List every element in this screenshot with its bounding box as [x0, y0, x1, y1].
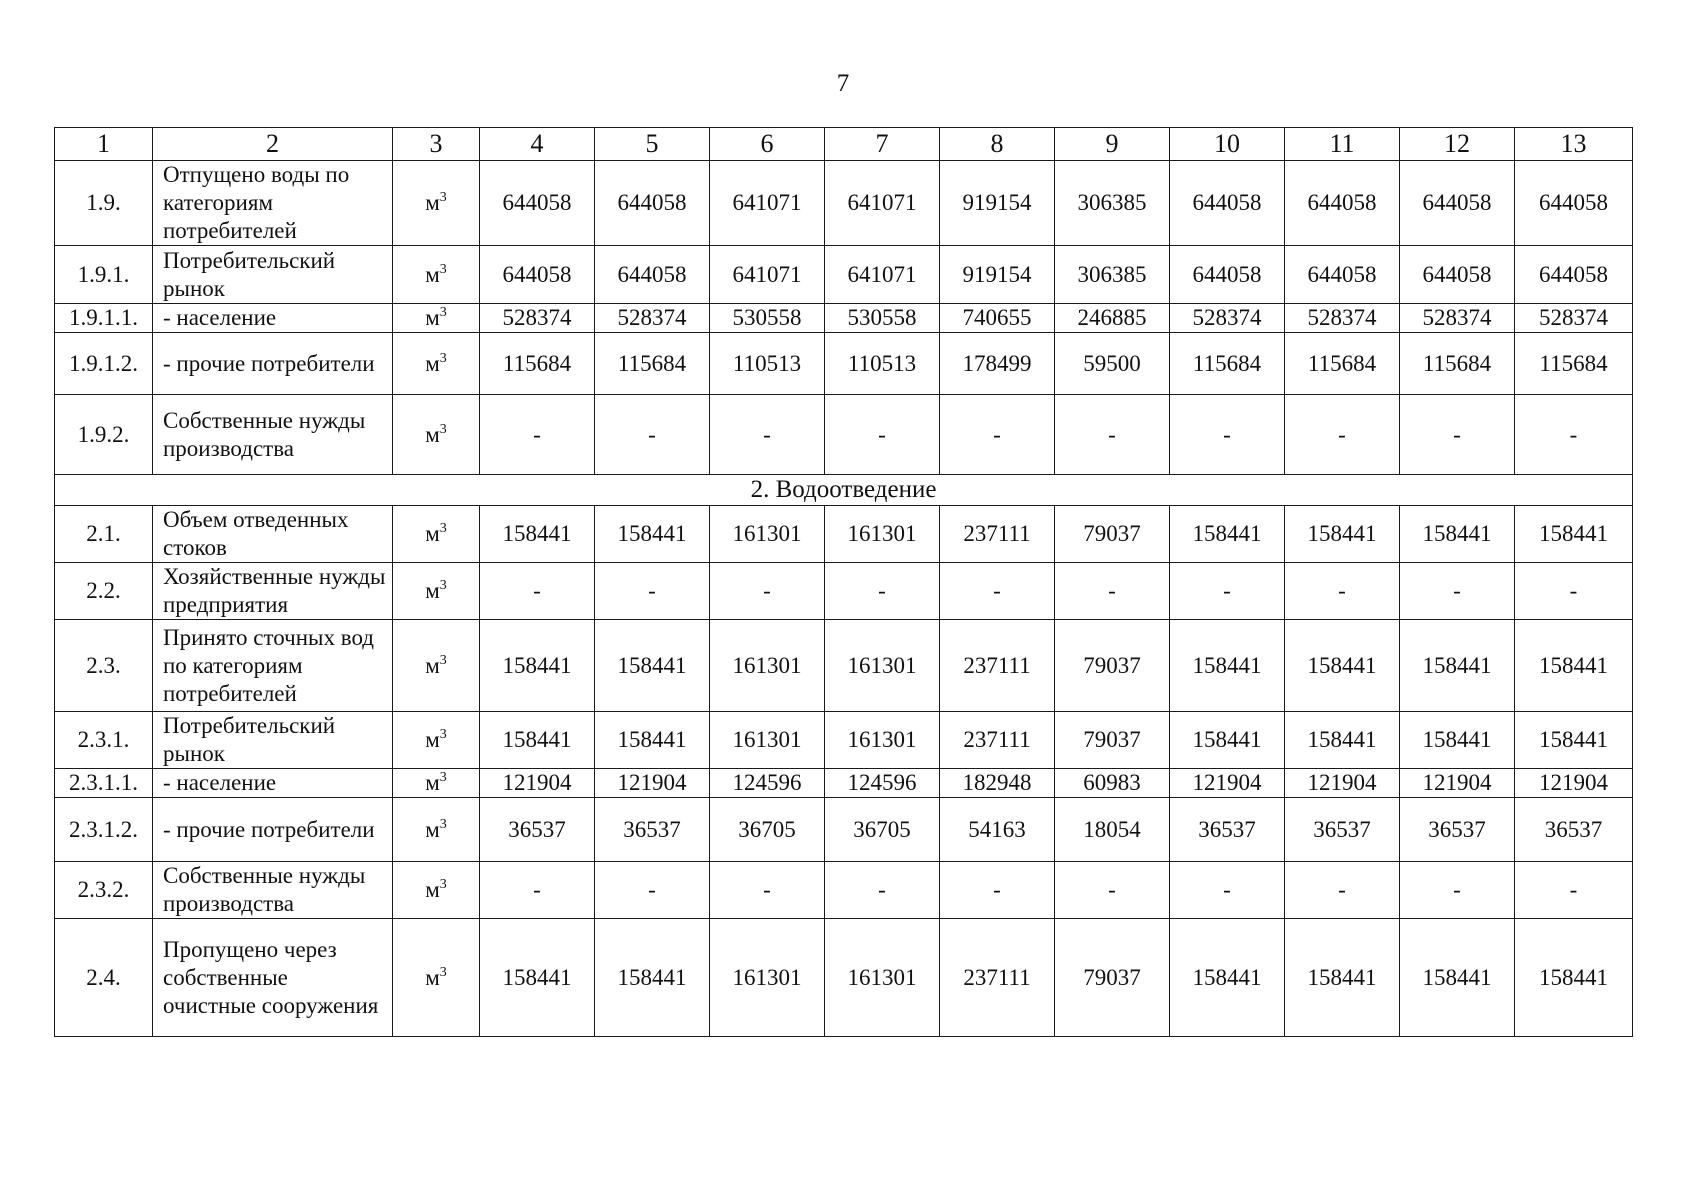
- value-cell: 36537: [1170, 798, 1285, 862]
- header-cell: 10: [1170, 128, 1285, 161]
- unit-cell: [393, 798, 480, 862]
- value-cell: 115684: [1400, 333, 1515, 395]
- row-name: Отпущено воды по категориям потребителей: [153, 161, 393, 246]
- value-cell: -: [1055, 862, 1170, 919]
- row-number: 2.2.: [55, 563, 153, 620]
- value-cell: 158441: [1285, 506, 1400, 563]
- value-cell: 528374: [480, 304, 595, 333]
- value-cell: 110513: [825, 333, 940, 395]
- header-cell: 9: [1055, 128, 1170, 161]
- unit-exponent: 3: [439, 727, 447, 742]
- row-number: 1.9.: [55, 161, 153, 246]
- value-cell: 60983: [1055, 769, 1170, 798]
- header-row: [55, 128, 1633, 161]
- value-cell: 161301: [825, 506, 940, 563]
- value-cell: 158441: [1170, 712, 1285, 769]
- value-cell: 158441: [595, 919, 710, 1037]
- value-cell: 740655: [940, 304, 1055, 333]
- value-cell: 530558: [710, 304, 825, 333]
- row-number: 2.3.1.: [55, 712, 153, 769]
- row-name: Принято сточных вод по категориям потребителей: [153, 620, 393, 712]
- row-name: - прочие потребители: [153, 333, 393, 395]
- value-cell: 158441: [1400, 919, 1515, 1037]
- value-cell: -: [940, 395, 1055, 475]
- value-cell: -: [710, 563, 825, 620]
- value-cell: 36537: [1400, 798, 1515, 862]
- value-cell: 36705: [710, 798, 825, 862]
- table-row: [55, 798, 1633, 862]
- unit-base: м: [425, 261, 440, 287]
- value-cell: -: [1285, 862, 1400, 919]
- value-cell: 36537: [1515, 798, 1633, 862]
- value-cell: 528374: [1170, 304, 1285, 333]
- value-cell: -: [595, 563, 710, 620]
- value-cell: 644058: [1170, 161, 1285, 246]
- value-cell: 121904: [1515, 769, 1633, 798]
- row-name: - население: [153, 769, 393, 798]
- value-cell: 158441: [1400, 506, 1515, 563]
- value-cell: 644058: [480, 161, 595, 246]
- table-row: [55, 395, 1633, 475]
- value-cell: 528374: [595, 304, 710, 333]
- value-cell: 115684: [1285, 333, 1400, 395]
- value-cell: 237111: [940, 919, 1055, 1037]
- header-cell: 13: [1515, 128, 1633, 161]
- value-cell: 158441: [480, 506, 595, 563]
- value-cell: 36537: [595, 798, 710, 862]
- value-cell: 306385: [1055, 246, 1170, 304]
- value-cell: 644058: [1170, 246, 1285, 304]
- value-cell: -: [595, 395, 710, 475]
- row-number: 1.9.2.: [55, 395, 153, 475]
- value-cell: 644058: [595, 161, 710, 246]
- value-cell: -: [1055, 395, 1170, 475]
- header-cell: 11: [1285, 128, 1400, 161]
- row-number: 2.3.1.1.: [55, 769, 153, 798]
- value-cell: 158441: [595, 712, 710, 769]
- value-cell: 161301: [710, 712, 825, 769]
- value-cell: 158441: [1515, 712, 1633, 769]
- value-cell: 161301: [825, 919, 940, 1037]
- value-cell: 644058: [595, 246, 710, 304]
- value-cell: -: [710, 862, 825, 919]
- unit-base: м: [425, 770, 440, 795]
- value-cell: 644058: [1515, 161, 1633, 246]
- value-cell: 178499: [940, 333, 1055, 395]
- value-cell: 182948: [940, 769, 1055, 798]
- value-cell: 644058: [1515, 246, 1633, 304]
- value-cell: 158441: [1400, 712, 1515, 769]
- value-cell: -: [1170, 395, 1285, 475]
- value-cell: 158441: [480, 712, 595, 769]
- value-cell: 158441: [1285, 620, 1400, 712]
- unit-exponent: 3: [439, 305, 447, 320]
- value-cell: 641071: [710, 246, 825, 304]
- value-cell: -: [710, 395, 825, 475]
- unit-cell: [393, 506, 480, 563]
- unit-cell: [393, 712, 480, 769]
- unit-base: м: [425, 816, 440, 842]
- unit-base: м: [425, 421, 440, 447]
- value-cell: 161301: [710, 506, 825, 563]
- value-cell: 161301: [825, 620, 940, 712]
- unit-cell: [393, 919, 480, 1037]
- table-row: [55, 333, 1633, 395]
- header-cell: 2: [153, 128, 393, 161]
- unit-base: м: [425, 727, 440, 752]
- value-cell: 115684: [480, 333, 595, 395]
- row-name: Потребительский рынок: [153, 712, 393, 769]
- value-cell: -: [1170, 563, 1285, 620]
- value-cell: -: [1400, 395, 1515, 475]
- value-cell: 124596: [710, 769, 825, 798]
- row-name: - прочие потребители: [153, 798, 393, 862]
- value-cell: 237111: [940, 620, 1055, 712]
- unit-cell: [393, 246, 480, 304]
- value-cell: 121904: [480, 769, 595, 798]
- value-cell: 246885: [1055, 304, 1170, 333]
- value-cell: -: [1515, 862, 1633, 919]
- unit-base: м: [425, 877, 440, 902]
- header-cell: 5: [595, 128, 710, 161]
- value-cell: -: [825, 395, 940, 475]
- value-cell: 79037: [1055, 506, 1170, 563]
- row-name: Потребительский рынок: [153, 246, 393, 304]
- value-cell: 237111: [940, 712, 1055, 769]
- value-cell: -: [480, 862, 595, 919]
- value-cell: 36537: [480, 798, 595, 862]
- header-cell: 4: [480, 128, 595, 161]
- value-cell: 158441: [595, 620, 710, 712]
- value-cell: -: [940, 563, 1055, 620]
- value-cell: 161301: [710, 919, 825, 1037]
- value-cell: 115684: [595, 333, 710, 395]
- value-cell: 115684: [1170, 333, 1285, 395]
- value-cell: 528374: [1400, 304, 1515, 333]
- unit-cell: [393, 620, 480, 712]
- row-name: Собственные нужды производства: [153, 862, 393, 919]
- table-row: [55, 246, 1633, 304]
- unit-exponent: 3: [439, 261, 447, 277]
- value-cell: -: [825, 563, 940, 620]
- table-row: [55, 506, 1633, 563]
- row-number: 2.3.: [55, 620, 153, 712]
- row-name: Объем отведенных стоков: [153, 506, 393, 563]
- value-cell: 641071: [825, 246, 940, 304]
- table-row: [55, 919, 1633, 1037]
- value-cell: -: [1285, 395, 1400, 475]
- value-cell: 158441: [1515, 506, 1633, 563]
- row-number: 2.4.: [55, 919, 153, 1037]
- value-cell: 161301: [825, 712, 940, 769]
- header-cell: 12: [1400, 128, 1515, 161]
- value-cell: 158441: [1170, 620, 1285, 712]
- value-cell: 306385: [1055, 161, 1170, 246]
- value-cell: 59500: [1055, 333, 1170, 395]
- value-cell: -: [1400, 862, 1515, 919]
- unit-base: м: [425, 305, 440, 330]
- unit-exponent: 3: [439, 521, 447, 536]
- row-number: 2.1.: [55, 506, 153, 563]
- value-cell: 161301: [710, 620, 825, 712]
- unit-base: м: [425, 578, 440, 603]
- unit-base: м: [425, 521, 440, 546]
- unit-cell: [393, 333, 480, 395]
- value-cell: -: [1515, 395, 1633, 475]
- unit-base: м: [425, 190, 440, 215]
- data-table: [54, 127, 1633, 1037]
- unit-cell: [393, 862, 480, 919]
- value-cell: -: [1515, 563, 1633, 620]
- unit-cell: [393, 563, 480, 620]
- value-cell: 121904: [1285, 769, 1400, 798]
- row-name: Хозяйственные нужды предприятия: [153, 563, 393, 620]
- value-cell: 530558: [825, 304, 940, 333]
- value-cell: -: [480, 563, 595, 620]
- value-cell: -: [1400, 563, 1515, 620]
- value-cell: 158441: [595, 506, 710, 563]
- unit-cell: [393, 304, 480, 333]
- value-cell: 121904: [595, 769, 710, 798]
- header-cell: 7: [825, 128, 940, 161]
- value-cell: 237111: [940, 506, 1055, 563]
- value-cell: 158441: [1515, 620, 1633, 712]
- row-name: - население: [153, 304, 393, 333]
- value-cell: 528374: [1285, 304, 1400, 333]
- value-cell: -: [1055, 563, 1170, 620]
- value-cell: -: [825, 862, 940, 919]
- value-cell: 919154: [940, 246, 1055, 304]
- section-row: [55, 475, 1633, 506]
- value-cell: 919154: [940, 161, 1055, 246]
- unit-exponent: 3: [439, 964, 447, 980]
- value-cell: 644058: [480, 246, 595, 304]
- unit-base: м: [425, 350, 440, 376]
- value-cell: 158441: [1170, 506, 1285, 563]
- header-cell: 8: [940, 128, 1055, 161]
- value-cell: 54163: [940, 798, 1055, 862]
- unit-exponent: 3: [439, 652, 447, 668]
- table-row: [55, 161, 1633, 246]
- value-cell: 644058: [1400, 161, 1515, 246]
- value-cell: 115684: [1515, 333, 1633, 395]
- value-cell: 36705: [825, 798, 940, 862]
- unit-cell: [393, 395, 480, 475]
- unit-exponent: 3: [439, 770, 447, 785]
- unit-cell: [393, 769, 480, 798]
- value-cell: 158441: [1285, 712, 1400, 769]
- row-number: 1.9.1.1.: [55, 304, 153, 333]
- value-cell: -: [480, 395, 595, 475]
- row-number: 1.9.1.2.: [55, 333, 153, 395]
- table-row: [55, 712, 1633, 769]
- value-cell: -: [1285, 563, 1400, 620]
- header-cell: 1: [55, 128, 153, 161]
- unit-exponent: 3: [439, 421, 447, 437]
- value-cell: 79037: [1055, 712, 1170, 769]
- value-cell: -: [1170, 862, 1285, 919]
- unit-cell: [393, 161, 480, 246]
- value-cell: 158441: [1400, 620, 1515, 712]
- table-row: [55, 769, 1633, 798]
- table-row: [55, 862, 1633, 919]
- unit-exponent: 3: [439, 350, 447, 366]
- value-cell: 79037: [1055, 919, 1170, 1037]
- section-title: 2. Водоотведение: [55, 475, 1633, 506]
- unit-exponent: 3: [439, 877, 447, 892]
- unit-exponent: 3: [439, 190, 447, 205]
- header-cell: 3: [393, 128, 480, 161]
- value-cell: -: [940, 862, 1055, 919]
- row-name: Пропущено через собственные очистные сооружения: [153, 919, 393, 1037]
- unit-exponent: 3: [439, 578, 447, 593]
- value-cell: 644058: [1400, 246, 1515, 304]
- value-cell: 18054: [1055, 798, 1170, 862]
- unit-base: м: [425, 652, 440, 678]
- row-number: 2.3.1.2.: [55, 798, 153, 862]
- table-row: [55, 304, 1633, 333]
- value-cell: 124596: [825, 769, 940, 798]
- value-cell: 644058: [1285, 246, 1400, 304]
- value-cell: 641071: [825, 161, 940, 246]
- value-cell: -: [595, 862, 710, 919]
- table-row: [55, 563, 1633, 620]
- value-cell: 158441: [480, 919, 595, 1037]
- row-number: 1.9.1.: [55, 246, 153, 304]
- value-cell: 158441: [1285, 919, 1400, 1037]
- value-cell: 110513: [710, 333, 825, 395]
- row-number: 2.3.2.: [55, 862, 153, 919]
- row-name: Собственные нужды производства: [153, 395, 393, 475]
- unit-base: м: [425, 964, 440, 990]
- value-cell: 121904: [1400, 769, 1515, 798]
- page-number: 7: [836, 70, 850, 97]
- value-cell: 121904: [1170, 769, 1285, 798]
- value-cell: 36537: [1285, 798, 1400, 862]
- value-cell: 79037: [1055, 620, 1170, 712]
- value-cell: 158441: [1170, 919, 1285, 1037]
- table-row: [55, 620, 1633, 712]
- value-cell: 641071: [710, 161, 825, 246]
- unit-exponent: 3: [439, 816, 447, 832]
- header-cell: 6: [710, 128, 825, 161]
- value-cell: 158441: [480, 620, 595, 712]
- value-cell: 528374: [1515, 304, 1633, 333]
- value-cell: 644058: [1285, 161, 1400, 246]
- value-cell: 158441: [1515, 919, 1633, 1037]
